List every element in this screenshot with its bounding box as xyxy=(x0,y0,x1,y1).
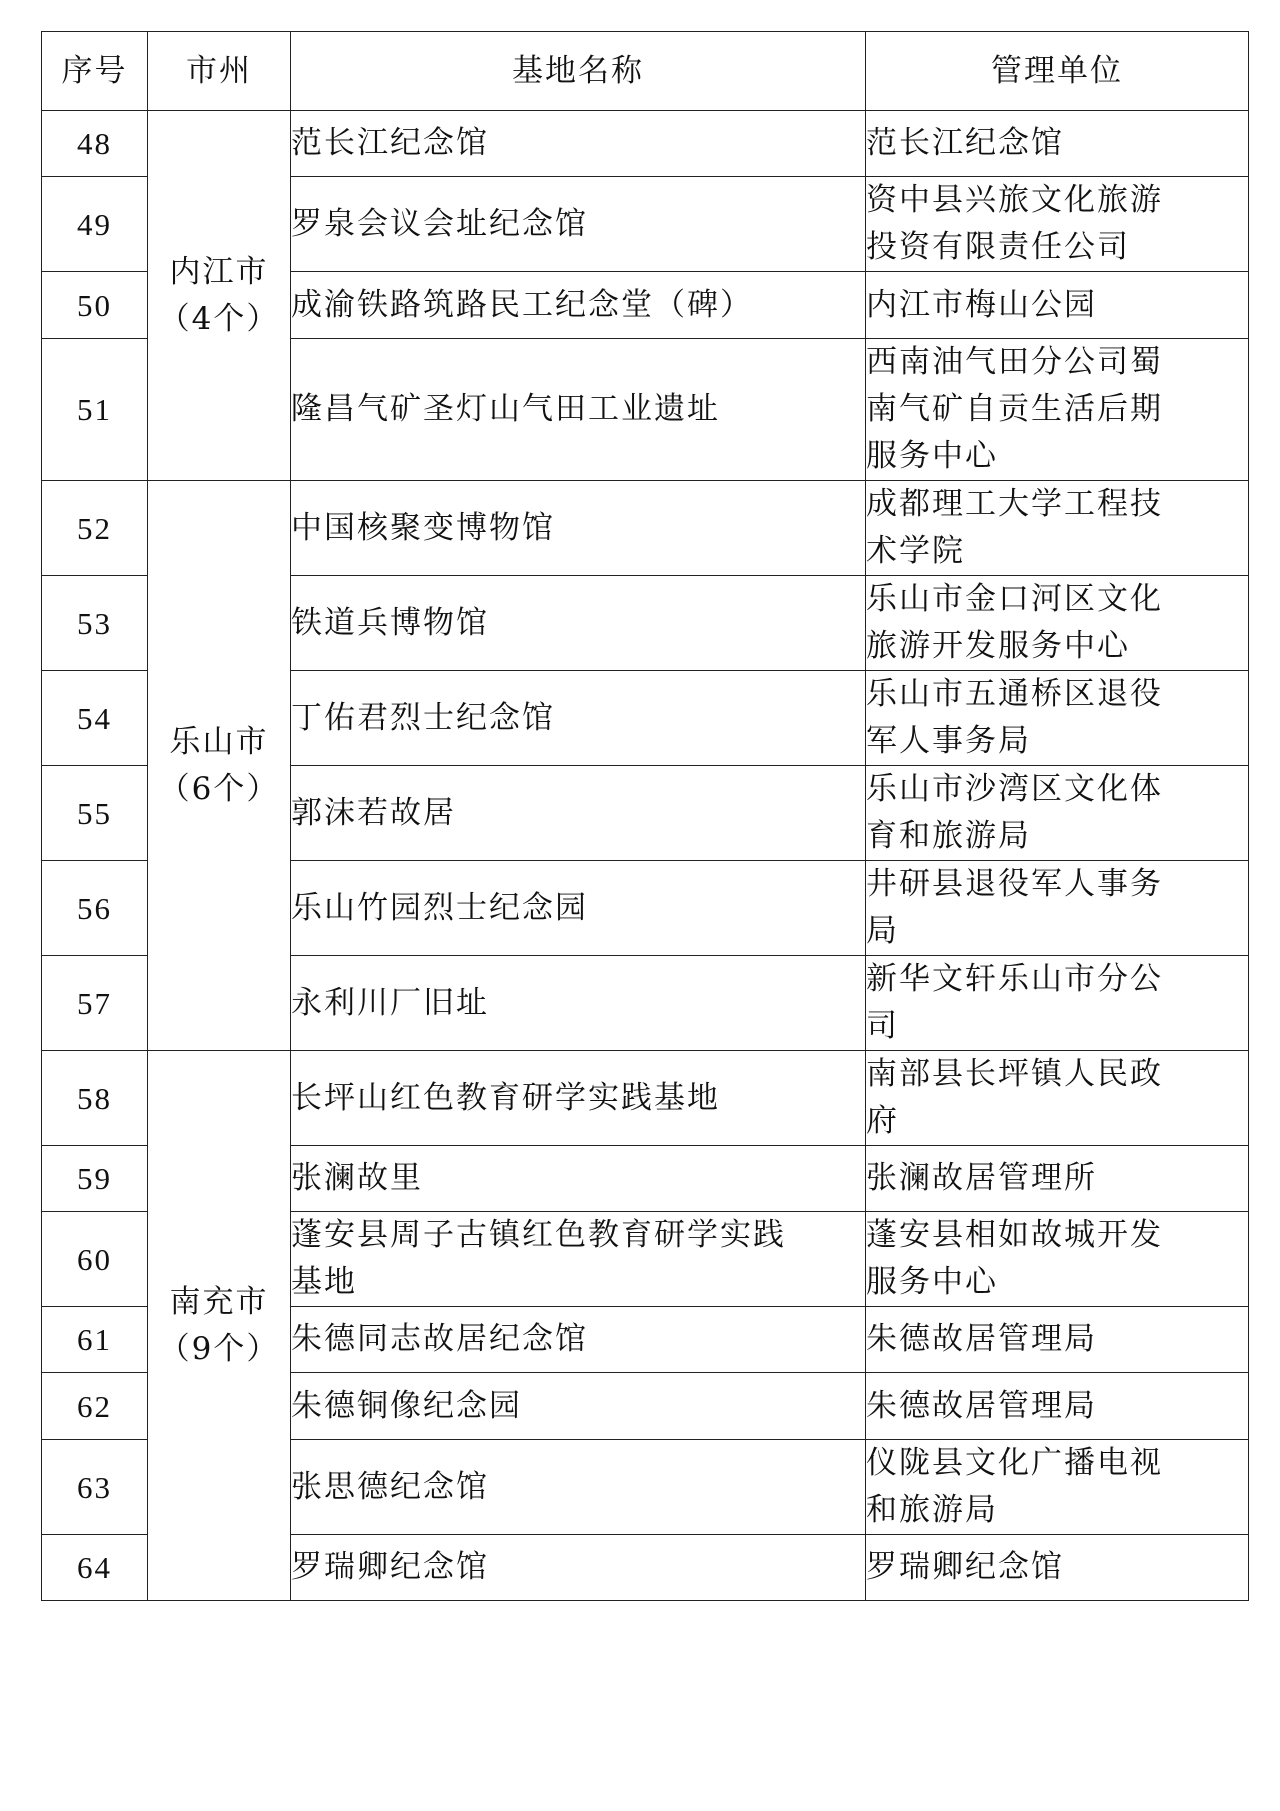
base-name: 长坪山红色教育研学实践基地 xyxy=(291,1051,866,1146)
management-unit xyxy=(866,339,1249,481)
header-no: 序号 xyxy=(42,32,148,111)
city-cell xyxy=(148,111,291,481)
row-no: 63 xyxy=(42,1440,148,1535)
management-unit: 张澜故居管理所 xyxy=(866,1146,1249,1212)
unit-line: 服务中心 xyxy=(866,438,998,474)
base-list-table xyxy=(41,31,1249,1601)
base-name: 丁佑君烈士纪念馆 xyxy=(291,671,866,766)
row-no: 50 xyxy=(42,272,148,339)
management-unit xyxy=(866,1051,1249,1146)
management-unit: 罗瑞卿纪念馆 xyxy=(866,1535,1249,1601)
row-no: 49 xyxy=(42,177,148,272)
header-name: 基地名称 xyxy=(291,32,866,111)
unit-line: 新华文轩乐山市分公 xyxy=(866,961,1163,997)
row-no: 48 xyxy=(42,111,148,177)
header-city: 市州 xyxy=(148,32,291,111)
table-row xyxy=(42,111,1249,177)
unit-line: 和旅游局 xyxy=(866,1492,998,1528)
unit-line: 井研县退役军人事务 xyxy=(866,866,1163,902)
city-cell xyxy=(148,481,291,1051)
management-unit xyxy=(866,481,1249,576)
management-unit xyxy=(866,766,1249,861)
base-name: 中国核聚变博物馆 xyxy=(291,481,866,576)
management-unit xyxy=(866,861,1249,956)
city-name: 南充市 xyxy=(169,1283,269,1320)
name-line: 蓬安县周子古镇红色教育研学实践 xyxy=(291,1217,786,1253)
unit-line: 南气矿自贡生活后期 xyxy=(866,391,1163,427)
city-count: （9个） xyxy=(158,1330,280,1367)
row-no: 58 xyxy=(42,1051,148,1146)
management-unit xyxy=(866,177,1249,272)
header-row xyxy=(42,32,1249,111)
management-unit xyxy=(866,1212,1249,1307)
base-name: 永利川厂旧址 xyxy=(291,956,866,1051)
row-no: 61 xyxy=(42,1307,148,1373)
management-unit xyxy=(866,956,1249,1051)
base-name: 隆昌气矿圣灯山气田工业遗址 xyxy=(291,339,866,481)
unit-line: 乐山市五通桥区退役 xyxy=(866,676,1163,712)
base-name: 张澜故里 xyxy=(291,1146,866,1212)
base-name: 铁道兵博物馆 xyxy=(291,576,866,671)
city-count: （4个） xyxy=(158,300,280,337)
unit-line: 仪陇县文化广播电视 xyxy=(866,1445,1163,1481)
management-unit: 朱德故居管理局 xyxy=(866,1373,1249,1440)
unit-line: 乐山市金口河区文化 xyxy=(866,581,1163,617)
base-name: 朱德铜像纪念园 xyxy=(291,1373,866,1440)
unit-line: 旅游开发服务中心 xyxy=(866,628,1130,664)
management-unit: 范长江纪念馆 xyxy=(866,111,1249,177)
base-name: 张思德纪念馆 xyxy=(291,1440,866,1535)
unit-line: 司 xyxy=(866,1008,899,1044)
unit-line: 资中县兴旅文化旅游 xyxy=(866,182,1163,218)
table-row xyxy=(42,481,1249,576)
unit-line: 投资有限责任公司 xyxy=(866,229,1130,265)
city-name: 内江市 xyxy=(169,253,269,290)
unit-line: 术学院 xyxy=(866,533,965,569)
base-name: 朱德同志故居纪念馆 xyxy=(291,1307,866,1373)
management-unit xyxy=(866,1440,1249,1535)
base-name: 郭沫若故居 xyxy=(291,766,866,861)
header-unit: 管理单位 xyxy=(866,32,1249,111)
unit-line: 蓬安县相如故城开发 xyxy=(866,1217,1163,1253)
row-no: 56 xyxy=(42,861,148,956)
unit-line: 军人事务局 xyxy=(866,723,1031,759)
city-name: 乐山市 xyxy=(169,723,269,760)
unit-line: 西南油气田分公司蜀 xyxy=(866,344,1163,380)
row-no: 52 xyxy=(42,481,148,576)
unit-line: 乐山市沙湾区文化体 xyxy=(866,771,1163,807)
row-no: 60 xyxy=(42,1212,148,1307)
city-cell xyxy=(148,1051,291,1601)
unit-line: 局 xyxy=(866,913,899,949)
row-no: 55 xyxy=(42,766,148,861)
row-no: 53 xyxy=(42,576,148,671)
base-name: 乐山竹园烈士纪念园 xyxy=(291,861,866,956)
base-name: 罗泉会议会址纪念馆 xyxy=(291,177,866,272)
base-name: 范长江纪念馆 xyxy=(291,111,866,177)
unit-line: 南部县长坪镇人民政 xyxy=(866,1056,1163,1092)
city-count: （6个） xyxy=(158,770,280,807)
base-name xyxy=(291,1212,866,1307)
base-name: 罗瑞卿纪念馆 xyxy=(291,1535,866,1601)
row-no: 57 xyxy=(42,956,148,1051)
management-unit xyxy=(866,576,1249,671)
base-name: 成渝铁路筑路民工纪念堂（碑） xyxy=(291,272,866,339)
table-row xyxy=(42,1051,1249,1146)
management-unit: 朱德故居管理局 xyxy=(866,1307,1249,1373)
management-unit: 内江市梅山公园 xyxy=(866,272,1249,339)
row-no: 51 xyxy=(42,339,148,481)
row-no: 59 xyxy=(42,1146,148,1212)
unit-line: 府 xyxy=(866,1103,899,1139)
unit-line: 成都理工大学工程技 xyxy=(866,486,1163,522)
row-no: 62 xyxy=(42,1373,148,1440)
name-line: 基地 xyxy=(291,1264,357,1300)
row-no: 54 xyxy=(42,671,148,766)
row-no: 64 xyxy=(42,1535,148,1601)
unit-line: 服务中心 xyxy=(866,1264,998,1300)
management-unit xyxy=(866,671,1249,766)
unit-line: 育和旅游局 xyxy=(866,818,1031,854)
